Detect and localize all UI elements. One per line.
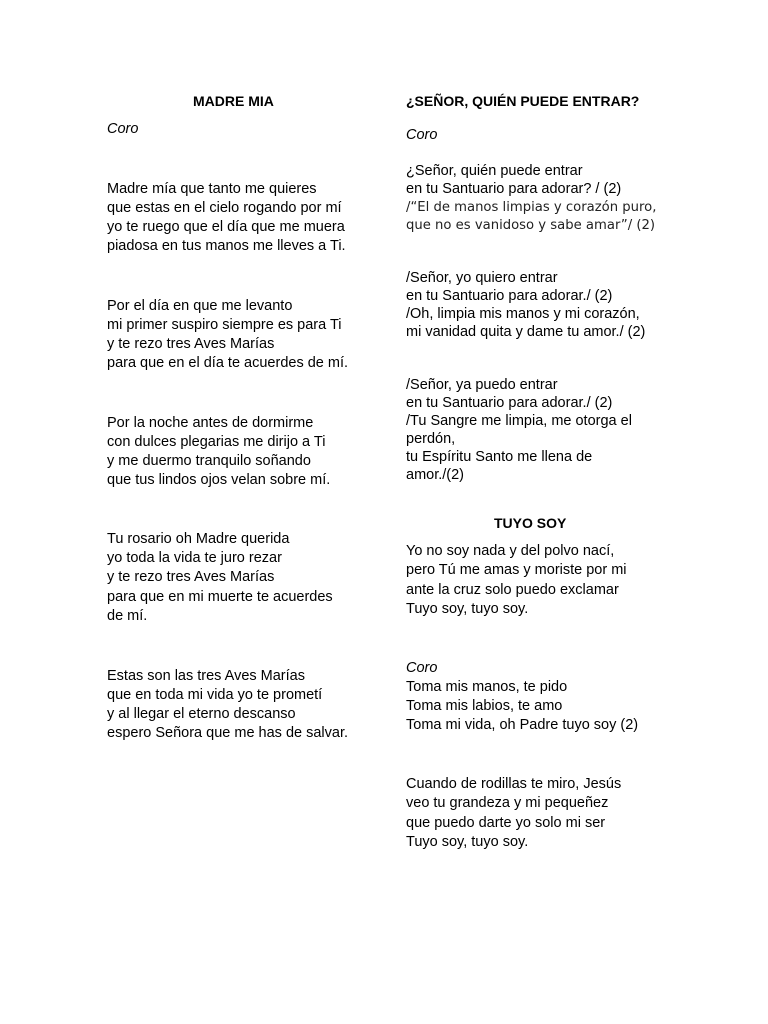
verse-line: /Tu Sangre me limpia, me otorga el bbox=[406, 413, 632, 429]
verse-line: que puedo darte yo solo mi ser bbox=[406, 815, 606, 831]
verse-line: y te rezo tres Aves Marías bbox=[107, 569, 275, 585]
verse-line: pero Tú me amas y moriste por mi bbox=[406, 562, 627, 578]
verse-line: y al llegar el eterno descanso bbox=[107, 706, 296, 722]
verse-line: perdón, bbox=[406, 431, 456, 447]
verse-line: Tuyo soy, tuyo soy. bbox=[406, 834, 529, 850]
verse-line: que tus lindos ojos velan sobre mí. bbox=[107, 472, 331, 488]
verse-line: y me duermo tranquilo soñando bbox=[107, 453, 311, 469]
verse-line: y te rezo tres Aves Marías bbox=[107, 336, 275, 352]
verse-line: piadosa en tus manos me lleves a Ti. bbox=[107, 238, 346, 254]
verse-line: /Señor, ya puedo entrar bbox=[406, 377, 558, 393]
verse-line: /Oh, limpia mis manos y mi corazón, bbox=[406, 306, 640, 322]
coro-label: Coro bbox=[107, 121, 139, 137]
verse-line: ¿Señor, quién puede entrar bbox=[406, 163, 583, 179]
verse-line: para que en mi muerte te acuerdes bbox=[107, 589, 333, 605]
verse-line: en tu Santuario para adorar? / (2) bbox=[406, 181, 622, 197]
verse-line: mi vanidad quita y dame tu amor./ (2) bbox=[406, 324, 646, 340]
verse-line: Toma mis manos, te pido bbox=[406, 679, 568, 695]
verse-line: Tuyo soy, tuyo soy. bbox=[406, 601, 529, 617]
verse-line: en tu Santuario para adorar./ (2) bbox=[406, 288, 613, 304]
verse-line: Estas son las tres Aves Marías bbox=[107, 668, 305, 684]
verse-line: que no es vanidoso y sabe amar”/ (2) bbox=[406, 218, 656, 233]
coro-label: Coro bbox=[406, 660, 438, 676]
verse-line: Toma mis labios, te amo bbox=[406, 698, 563, 714]
song-title: MADRE MIA bbox=[193, 93, 274, 109]
verse-line: mi primer suspiro siempre es para Ti bbox=[107, 317, 342, 333]
verse-line: Toma mi vida, oh Padre tuyo soy (2) bbox=[406, 717, 639, 733]
verse-line: amor./(2) bbox=[406, 467, 465, 483]
verse-line: que en toda mi vida yo te prometí bbox=[107, 687, 323, 703]
verse-line: Yo no soy nada y del polvo nací, bbox=[406, 543, 615, 559]
verse-line: veo tu grandeza y mi pequeñez bbox=[406, 795, 609, 811]
verse-line: Cuando de rodillas te miro, Jesús bbox=[406, 776, 622, 792]
verse-line: /“El de manos limpias y corazón puro, bbox=[406, 200, 657, 215]
song-title-tuyo-soy: TUYO SOY bbox=[494, 515, 567, 531]
verse-line: con dulces plegarias me dirijo a Ti bbox=[107, 434, 326, 450]
verse-line: Tu rosario oh Madre querida bbox=[107, 531, 290, 547]
verse-line: Por el día en que me levanto bbox=[107, 298, 293, 314]
verse-line: yo te ruego que el día que me muera bbox=[107, 219, 345, 235]
verse-line: tu Espíritu Santo me llena de bbox=[406, 449, 593, 465]
verse-line: Madre mía que tanto me quieres bbox=[107, 181, 317, 197]
verse-line: de mí. bbox=[107, 608, 148, 624]
verse-line: espero Señora que me has de salvar. bbox=[107, 725, 349, 741]
verse-line: /Señor, yo quiero entrar bbox=[406, 270, 558, 286]
coro-label: Coro bbox=[406, 127, 438, 143]
verse-line: en tu Santuario para adorar./ (2) bbox=[406, 395, 613, 411]
verse-line: yo toda la vida te juro rezar bbox=[107, 550, 282, 566]
verse-line: Por la noche antes de dormirme bbox=[107, 415, 314, 431]
verse-line: que estas en el cielo rogando por mí bbox=[107, 200, 342, 216]
verse-line: ante la cruz solo puedo exclamar bbox=[406, 582, 619, 598]
verse-line: para que en el día te acuerdes de mí. bbox=[107, 355, 349, 371]
song-title: ¿SEÑOR, QUIÉN PUEDE ENTRAR? bbox=[406, 93, 640, 109]
